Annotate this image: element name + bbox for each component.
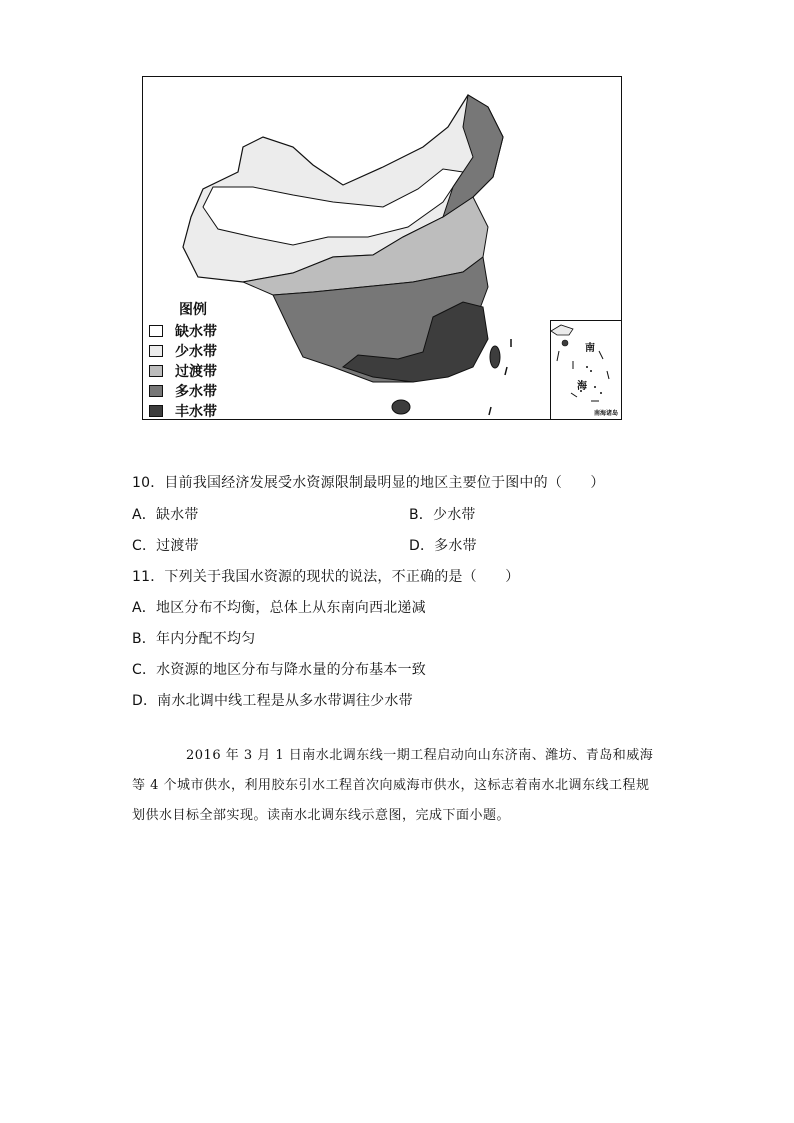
question-11-option-b: B．年内分配不均匀 — [132, 631, 256, 647]
legend-swatch — [149, 385, 163, 397]
passage-line-1: 2016 年 3 月 1 日南水北调东线一期工程启动向山东济南、潍坊、青岛和威海 — [186, 748, 654, 763]
question-10-option-d: D．多水带 — [409, 538, 477, 554]
legend-label: 少水带 — [175, 344, 217, 360]
legend-swatch — [149, 325, 163, 337]
inset-sea-label-1: 南 — [585, 343, 595, 354]
question-11-option-c: C．水资源的地区分布与降水量的分布基本一致 — [132, 662, 426, 678]
passage-line-3: 划供水目标全部实现。读南水北调东线示意图，完成下面小题。 — [132, 808, 511, 823]
question-10-stem: 10．目前我国经济发展受水资源限制最明显的地区主要位于图中的（ ） — [132, 475, 605, 491]
legend-item-guodu — [149, 361, 217, 381]
question-11-option-a: A．地区分布不均衡，总体上从东南向西北递减 — [132, 600, 426, 616]
taiwan-island — [490, 346, 500, 368]
inset-caption: 南海诸岛 — [593, 410, 618, 417]
legend-label: 缺水带 — [175, 324, 217, 340]
legend-item-queshui — [149, 321, 217, 341]
water-resource-map — [142, 76, 622, 420]
map-legend — [149, 299, 217, 420]
inset-sea-label-2: 海 — [577, 381, 587, 392]
legend-label: 过渡带 — [175, 364, 217, 380]
question-10-option-b: B．少水带 — [409, 507, 476, 523]
legend-label: 多水带 — [175, 384, 217, 400]
legend-label: 丰水带 — [175, 404, 217, 420]
question-11-option-d: D．南水北调中线工程是从多水带调往少水带 — [132, 693, 413, 709]
legend-swatch — [149, 365, 163, 377]
question-10-option-c: C．过渡带 — [132, 538, 199, 554]
legend-swatch — [149, 345, 163, 357]
inset-drawing — [551, 321, 621, 419]
south-china-sea-inset — [550, 320, 621, 419]
passage-line-2: 等 4 个城市供水，利用胶东引水工程首次向威海市供水，这标志着南水北调东线工程规 — [132, 778, 650, 793]
hainan-island — [392, 400, 410, 414]
legend-title: 图例 — [179, 302, 207, 318]
question-11-stem: 11．下列关于我国水资源的现状的说法，不正确的是（ ） — [132, 569, 520, 585]
legend-item-duoshui — [149, 381, 217, 401]
question-10-option-a: A．缺水带 — [132, 507, 199, 523]
legend-swatch — [149, 405, 163, 417]
legend-item-fengshui — [149, 401, 217, 420]
legend-item-shaoshui — [149, 341, 217, 361]
